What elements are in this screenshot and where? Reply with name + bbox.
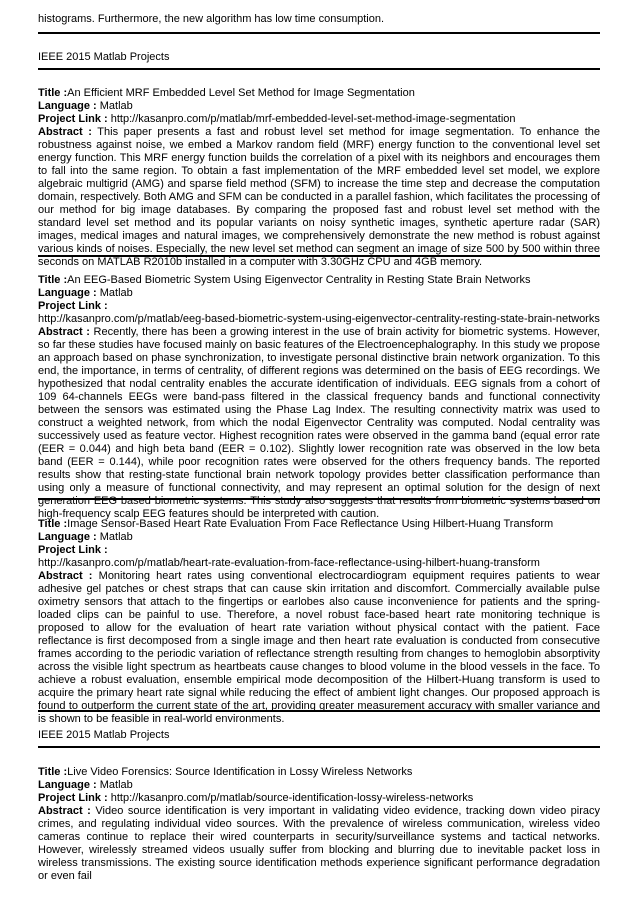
project-entry <box>38 766 600 883</box>
abstract-label: Abstract : <box>38 805 91 817</box>
project-entry <box>38 274 600 521</box>
project-link-label: Project Link : <box>38 300 108 312</box>
section-heading: IEEE 2015 Matlab Projects <box>38 729 170 741</box>
language-label: Language : <box>38 100 97 112</box>
title-label: Title : <box>38 274 68 286</box>
entry-title: Image Sensor-Based Heart Rate Evaluation From Face Reflectance Using Hilbert-Huang Transform <box>67 518 554 530</box>
divider <box>38 498 600 500</box>
abstract-text: Recently, there has been a growing interest in the use of brain activity for biometric systems. However, so far these studies have focused mainly on basic features of the Electroencephalography. In this study we propose an approach based on phase synchronization, to investigate personal distinctive brain network organization. To this end, the importance, in terms of centrality, of different regions was determined on the basis of EEG recordings. We hypothesized that nodal centrality enables the accurate identification of individuals. EEG signals from a cohort of 109 64-channels EEGs were band-pass filtered in the classical frequency bands and functional connectivity between the sensors was estimated using the Phase Lag Index. The resulting connectivity matrix was used to construct a weighted network, from which the nodal Eigenvector Centrality was computed. Nodal centrality was successively used as feature vector. Highest recognition rates were observed in the gamma band (equal error rate (EER = 0.044) and high beta band (EER = 0.102). Slightly lower recognition rate was observed in the low beta band (EER = 0.144), while poor recognition rates were observed for the others frequency bands. The reported results show that resting-state functional brain network topology provides better classification performance than using only a measure of functional connectivity, and may represent an optimal solution for the design of next generation EEG based biometric systems. This study also suggests that results from biometric systems based on high-frequency scalp EEG features should be interpreted with caution. <box>38 326 600 520</box>
divider <box>38 255 600 257</box>
entry-link-line <box>38 113 600 126</box>
title-label: Title : <box>38 518 68 530</box>
entry-language: Matlab <box>99 287 133 299</box>
project-link[interactable]: http://kasanpro.com/p/matlab/heart-rate-evaluation-from-face-reflectance-using-hilbert-huang-transform <box>38 557 540 569</box>
abstract-text: This paper presents a fast and robust level set method for image segmentation. To enhance the robustness against noise, we embed a Markov random field (MRF) energy function to the conventional level set energy function. This MRF energy function builds the correlation of a pixel with its neighbors and encourages them to fall into the same region. To obtain a fast implementation of the MRF embedded level set model, we explore algebraic multigrid (AMG) and sparse field method (SFM) to increase the time step and decrease the computation domain, respectively. Both AMG and SFM can be conducted in a parallel fashion, which facilitates the processing of our method for big image databases. By comparing the proposed fast and robust level set method with the standard level set method and its popular variants on noisy synthetic images, synthetic aperture radar (SAR) images, medical images and natural images, we comprehensively demonstrate the new method is robust against various kinds of noises. Especially, the new level set method can segment an image of size 500 by 500 within three seconds on MATLAB R2010b installed in a computer with 3.30GHz CPU and 4GB memory. <box>38 126 600 268</box>
project-link[interactable]: http://kasanpro.com/p/matlab/source-identification-lossy-wireless-networks <box>110 792 474 804</box>
project-link-label: Project Link : <box>38 544 108 556</box>
project-link[interactable]: http://kasanpro.com/p/matlab/mrf-embedded-level-set-method-image-segmentation <box>110 113 516 125</box>
project-link[interactable]: http://kasanpro.com/p/matlab/eeg-based-biometric-system-using-eigenvector-centrality-resting-state-brain-networks <box>38 313 600 325</box>
section-heading: IEEE 2015 Matlab Projects <box>38 51 170 63</box>
entry-title-line <box>38 87 600 100</box>
entry-abstract <box>38 805 600 883</box>
entry-abstract <box>38 126 600 269</box>
entry-link-line <box>38 792 600 805</box>
entry-link-line <box>38 544 600 557</box>
top-text-fragment: histograms. Furthermore, the new algorithm has low time consumption. <box>38 13 385 25</box>
entry-abstract <box>38 570 600 726</box>
project-link-label: Project Link : <box>38 113 108 125</box>
entry-title-line <box>38 518 600 531</box>
entry-title: Live Video Forensics: Source Identification in Lossy Wireless Networks <box>67 766 413 778</box>
divider <box>38 32 600 34</box>
entry-title: An EEG-Based Biometric System Using Eigenvector Centrality in Resting State Brain Networks <box>67 274 531 286</box>
language-label: Language : <box>38 779 97 791</box>
entry-abstract <box>38 326 600 521</box>
entry-title: An Efficient MRF Embedded Level Set Method for Image Segmentation <box>67 87 415 99</box>
entry-language-line <box>38 531 600 544</box>
entry-language: Matlab <box>99 779 133 791</box>
divider <box>38 746 600 748</box>
entry-language: Matlab <box>99 531 133 543</box>
divider <box>38 68 600 70</box>
entry-title-line <box>38 766 600 779</box>
entry-title-line <box>38 274 600 287</box>
title-label: Title : <box>38 766 68 778</box>
project-link-label: Project Link : <box>38 792 108 804</box>
entry-language-line <box>38 287 600 300</box>
entry-link-line <box>38 300 600 313</box>
language-label: Language : <box>38 531 97 543</box>
project-entry <box>38 518 600 726</box>
entry-language-line <box>38 100 600 113</box>
entry-language: Matlab <box>99 100 133 112</box>
project-entry <box>38 87 600 269</box>
language-label: Language : <box>38 287 97 299</box>
abstract-label: Abstract : <box>38 570 93 582</box>
abstract-text: Monitoring heart rates using conventional electrocardiogram equipment requires patients to wear adhesive gel patches or chest straps that can cause skin irritation and discomfort. Commercially available pulse oximetry sensors that attach to the fingertips or earlobes also cause inconvenience for patients and the spring-loaded clips can be painful to use. Therefore, a novel robust face-based heart rate monitoring technique is proposed to allow for the evaluation of heart rate variation without physical contact with the patient. Face reflectance is first decomposed from a single image and then heart rate evaluation is conducted from consecutive frames according to the periodic variation of reflectance strength resulting from changes to hemoglobin absorptivity across the visible light spectrum as heartbeats cause changes to blood volume in the blood vessels in the face. To achieve a robust evaluation, ensemble empirical mode decomposition of the Hilbert-Huang transform is used to acquire the primary heart rate signal while reducing the effect of ambient light changes. Our proposed approach is found to outperform the current state of the art, providing greater measurement accuracy with smaller variance and is shown to be feasible in real-world environments. <box>38 570 601 725</box>
abstract-label: Abstract : <box>38 326 90 338</box>
title-label: Title : <box>38 87 68 99</box>
entry-language-line <box>38 779 600 792</box>
divider <box>38 710 600 712</box>
abstract-text: Video source identification is very important in validating video evidence, tracking down video piracy crimes, and regulating individual video sources. With the prevalence of wireless communication, wireless video cameras continue to replace their wired counterparts in security/surveillance systems and tactical networks. However, wirelessly streamed videos usually suffer from blocking and blurring due to inevitable packet loss in wireless transmissions. The existing source identification methods experience significant performance degradation or even fail <box>38 805 600 882</box>
abstract-label: Abstract : <box>38 126 92 138</box>
